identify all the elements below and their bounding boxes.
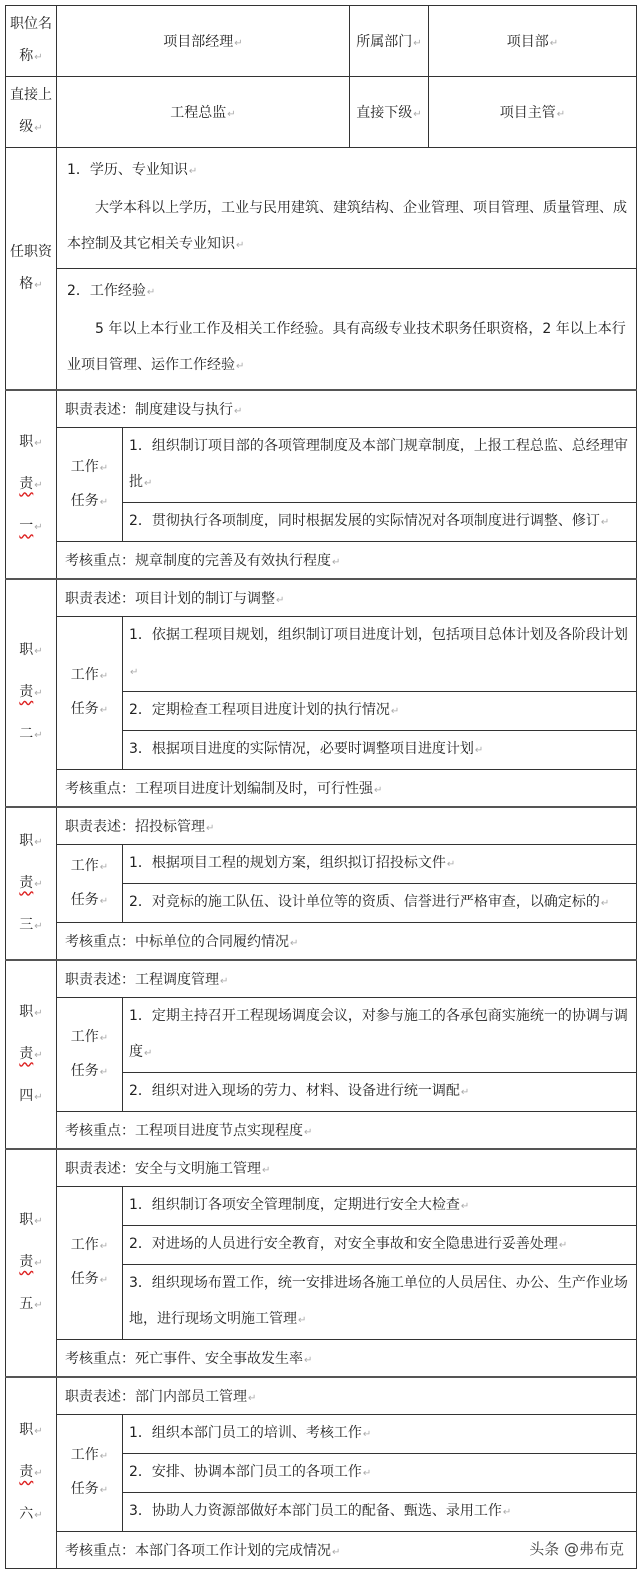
duty-description-label: 职责表述：: [65, 972, 135, 988]
duty-description-row: [6, 807, 637, 845]
duty-tag-char: 责: [19, 1254, 34, 1270]
duty-description-row: [6, 1149, 637, 1187]
work-label: 工作 ↵: [57, 1439, 122, 1473]
work-label: 工作 ↵: [57, 850, 122, 884]
qualification-education: [57, 148, 637, 269]
duty-tag: [6, 807, 57, 960]
duty-description-row: [6, 960, 637, 998]
duty-kpi-label: 考核重点：: [65, 781, 135, 797]
header-row-reporting: [6, 77, 637, 148]
duty-kpi: [57, 1112, 637, 1150]
duty-kpi: [57, 770, 637, 808]
work-label: 工作 ↵: [57, 1229, 122, 1263]
position-name-label: 职位名称 ↵: [6, 6, 57, 77]
qualification-body: 5 年以上本行业工作及相关工作经验。具有高级专业技术职务任职资格，2 年以上本行业项目管理、运作工作经验 ↵: [67, 311, 628, 385]
qualification-title: 2．工作经验 ↵: [67, 273, 628, 311]
duty-tag-char: 职 ↵: [6, 992, 56, 1034]
qualification-body: 大学本科以上学历，工业与民用建筑、建筑结构、企业管理、项目管理、质量管理、成本控制及其它相关专业知识 ↵: [67, 190, 628, 264]
tasks-label: 任务 ↵: [57, 884, 122, 918]
tasks-label: 任务 ↵: [57, 1263, 122, 1297]
department-label: 所属部门 ↵: [350, 6, 429, 77]
duty-task: 1．定期主持召开工程现场调度会议，对参与施工的各承包商实施统一的协调与调度 ↵: [123, 998, 637, 1073]
duty-task-row: [6, 998, 637, 1073]
duty-description-text: 制度建设与执行 ↵: [135, 402, 242, 418]
duty-description: [57, 1377, 637, 1415]
duty-kpi-row: [6, 770, 637, 808]
duty-kpi-text: 规章制度的完善及有效执行程度 ↵: [135, 553, 340, 569]
work-label: 工作 ↵: [57, 451, 122, 485]
duty-task: 3．根据项目进度的实际情况，必要时调整项目进度计划 ↵: [123, 731, 637, 770]
duty-task-row: [6, 1415, 637, 1454]
department-value: 项目部 ↵: [429, 6, 637, 77]
direct-superior-label: 直接上级 ↵: [6, 77, 57, 148]
duty-tag-char: 四: [19, 1087, 34, 1104]
duty-kpi-text: 工程项目进度节点实现程度 ↵: [135, 1123, 312, 1139]
duty-description-row: [6, 1377, 637, 1415]
duty-description-label: 职责表述：: [65, 1161, 135, 1177]
duty-description-row: [6, 579, 637, 617]
duty-kpi-text: 中标单位的合同履约情况 ↵: [135, 934, 298, 950]
duty-task: 1．组织制订各项安全管理制度，定期进行安全大检查 ↵: [123, 1187, 637, 1226]
watermark: 头条 @弗布克: [529, 1540, 625, 1558]
duty-task-row: [6, 617, 637, 692]
duty-description-text: 项目计划的制订与调整 ↵: [135, 591, 284, 607]
duty-description-text: 工程调度管理 ↵: [135, 972, 228, 988]
duty-kpi-row: [6, 1340, 637, 1378]
duty-tag-char: 六: [19, 1506, 34, 1522]
duty-task: 3．组织现场布置工作，统一安排进场各施工单位的人员居住、办公、生产作业场地，进行现场文明施工管理 ↵: [123, 1265, 637, 1340]
duty-description: [57, 390, 637, 428]
duty-kpi-text: 本部门各项工作计划的完成情况 ↵: [135, 1543, 340, 1559]
duty-tag: [6, 1149, 57, 1377]
duty-kpi-row: [6, 923, 637, 961]
qualification-title: 1．学历、专业知识 ↵: [67, 152, 628, 190]
duty-description-text: 部门内部员工管理 ↵: [135, 1389, 256, 1405]
duty-tag-char: 二: [19, 726, 34, 742]
duty-kpi-text: 工程项目进度计划编制及时，可行性强 ↵: [135, 781, 382, 797]
duty-task: 2．对竞标的施工队伍、设计单位等的资质、信誉进行严格审查，以确定标的 ↵: [123, 884, 637, 923]
duty-kpi-row: [6, 1112, 637, 1150]
duty-description-label: 职责表述：: [65, 819, 135, 835]
duty-task: 2．安排、协调本部门员工的各项工作 ↵: [123, 1454, 637, 1493]
position-name-value: 项目部经理 ↵: [57, 6, 350, 77]
job-description-document: [5, 5, 636, 1569]
duty-description-label: 职责表述：: [65, 1389, 135, 1405]
work-tasks-label: [57, 1187, 123, 1340]
direct-superior-value: 工程总监 ↵: [57, 77, 350, 148]
duty-task: 2．贯彻执行各项制度，同时根据发展的实际情况对各项制度进行调整、修订 ↵: [123, 503, 637, 542]
work-tasks-label: [57, 1415, 123, 1532]
qualifications-row-2: [6, 269, 637, 390]
duty-tag: [6, 579, 57, 807]
duty-description: [57, 960, 637, 998]
duty-tag: [6, 1377, 57, 1569]
duty-task: 1．根据项目工程的规划方案，组织拟订招投标文件 ↵: [123, 845, 637, 884]
duty-kpi-label: 考核重点：: [65, 934, 135, 950]
duty-description-label: 职责表述：: [65, 591, 135, 607]
direct-subordinate-label: 直接下级 ↵: [350, 77, 429, 148]
work-label: 工作 ↵: [57, 659, 122, 693]
duty-tag-char: 责: [19, 684, 34, 700]
duty-task: 1．组织制订项目部的各项管理制度及本部门规章制度，上报工程总监、总经理审批 ↵: [123, 428, 637, 503]
qualifications-label: 任职资格 ↵: [6, 148, 57, 390]
duty-task-row: [6, 428, 637, 503]
duty-kpi-row: [6, 542, 637, 580]
duty-task: 3．协助人力资源部做好本部门员工的配备、甄选、录用工作 ↵: [123, 1493, 637, 1532]
duty-task-row: [6, 845, 637, 884]
duty-description-row: [6, 390, 637, 428]
duty-kpi-row: [6, 1532, 637, 1569]
duty-tag-char: 职 ↵: [6, 1200, 56, 1242]
duty-description-text: 安全与文明施工管理 ↵: [135, 1161, 270, 1177]
qualifications-row-1: [6, 148, 637, 269]
duty-task: 2．定期检查工程项目进度计划的执行情况 ↵: [123, 692, 637, 731]
duty-task: 2．对进场的人员进行安全教育，对安全事故和安全隐患进行妥善处理 ↵: [123, 1226, 637, 1265]
duty-tag: [6, 390, 57, 579]
duty-tag-char: 三: [19, 916, 34, 933]
duty-tag-char: 责: [19, 1045, 34, 1062]
duty-description: [57, 1149, 637, 1187]
duty-tag-char: 责: [19, 475, 34, 492]
duty-kpi-text: 死亡事件、安全事故发生率 ↵: [135, 1351, 312, 1367]
tasks-label: 任务 ↵: [57, 1055, 122, 1089]
work-tasks-label: [57, 845, 123, 923]
work-tasks-label: [57, 617, 123, 770]
tasks-label: 任务 ↵: [57, 693, 122, 727]
duty-tag-char: 职 ↵: [6, 630, 56, 672]
work-label: 工作 ↵: [57, 1021, 122, 1055]
duty-tag: [6, 960, 57, 1149]
tasks-label: 任务 ↵: [57, 485, 122, 519]
duty-task-row: [6, 1187, 637, 1226]
duty-kpi: [57, 542, 637, 580]
duties-table: [5, 389, 637, 1569]
duty-tag-char: 职 ↵: [6, 422, 56, 464]
duty-description: [57, 579, 637, 617]
duty-kpi-label: 考核重点：: [65, 553, 135, 569]
duty-kpi: [57, 923, 637, 961]
duty-tag-char: 责: [19, 874, 34, 891]
duty-kpi-label: 考核重点：: [65, 1351, 135, 1367]
duty-description: [57, 807, 637, 845]
direct-subordinate-value: 项目主管 ↵: [429, 77, 637, 148]
work-tasks-label: [57, 428, 123, 542]
duty-tag-char: 职 ↵: [6, 1410, 56, 1452]
work-tasks-label: [57, 998, 123, 1112]
duty-kpi-label: 考核重点：: [65, 1123, 135, 1139]
duty-tag-char: 职 ↵: [6, 821, 56, 863]
duty-kpi-label: 考核重点：: [65, 1543, 135, 1559]
tasks-label: 任务 ↵: [57, 1473, 122, 1507]
duty-kpi: [57, 1340, 637, 1378]
duty-task: 1．依据工程项目规划，组织制订项目进度计划，包括项目总体计划及各阶段计划 ↵: [123, 617, 637, 692]
duty-description-text: 招投标管理 ↵: [135, 819, 214, 835]
duty-description-label: 职责表述：: [65, 402, 135, 418]
duty-tag-char: 五: [19, 1296, 34, 1312]
duty-tag-char: 一: [19, 517, 34, 534]
qualification-experience: [57, 269, 637, 390]
duty-kpi: [57, 1532, 637, 1569]
header-row-position: [6, 6, 637, 77]
duty-task: 1．组织本部门员工的培训、考核工作 ↵: [123, 1415, 637, 1454]
duty-tag-char: 责: [19, 1464, 34, 1480]
duty-task: 2．组织对进入现场的劳力、材料、设备进行统一调配 ↵: [123, 1073, 637, 1112]
job-description-table: [5, 5, 637, 390]
